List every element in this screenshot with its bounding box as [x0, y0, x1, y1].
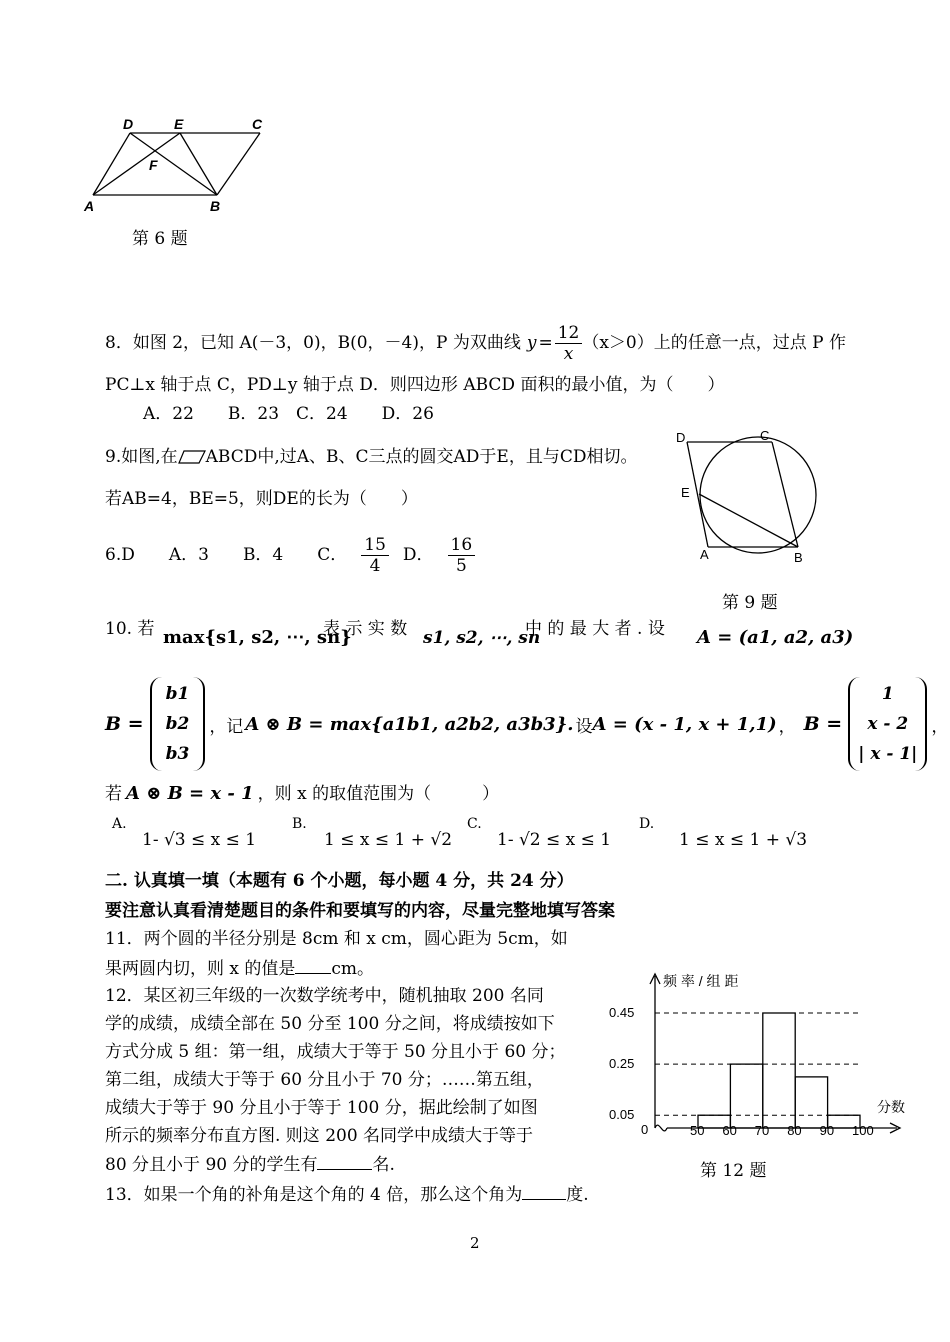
q12-line: 成绩大于等于 90 分且小于等于 100 分，据此绘制了如图 [105, 1098, 538, 1118]
q10-text-mid1: 表 示 实 数 [323, 619, 408, 639]
histogram-bar [795, 1077, 827, 1128]
fig6-label-b: B [210, 198, 221, 214]
q9-c-numerator: 15 [361, 535, 389, 556]
q8-text-b: （x＞0）上的任意一点，过点 P 作 [582, 333, 846, 353]
q10-B-entry: b1 [165, 684, 190, 704]
q10-cond-suffix: ，则 x 的取值范围为（ ） [257, 784, 500, 804]
q10-B-val-entry: x - 2 [867, 714, 909, 734]
q10-B-matrix [150, 677, 206, 771]
figure-6 [80, 112, 280, 216]
q11-text-a: 果两圆内切，则 x 的值是 [105, 959, 296, 979]
q13-text-b: 度. [566, 1185, 589, 1205]
fig9-label-c: C [760, 428, 770, 443]
fig6-caption: 第 6 题 [132, 229, 188, 249]
q12-text-a: 80 分且小于 90 分的学生有 [105, 1155, 318, 1175]
q10-option-c-label: C. [467, 816, 482, 832]
q8-line2: PC⊥x 轴于点 C，PD⊥y 轴于点 D．则四边形 ABCD 面积的最小值，为（ ） [105, 375, 725, 395]
q8-text-a: 8．如图 2，已知 A(－3，0)，B(0，－4)，P 为双曲线 [105, 333, 521, 353]
q8-y: y [526, 333, 537, 353]
q12-caption: 第 12 题 [700, 1161, 767, 1181]
histogram-x-label: 分数 [877, 1099, 905, 1115]
frequency-histogram [605, 968, 920, 1143]
q9-d-denominator: 5 [455, 555, 467, 576]
q12-line-last [105, 1153, 395, 1176]
q10-option-c-expr: 1- √2 ≤ x ≤ 1 [497, 830, 612, 850]
q12-line: 第二组，成绩大于等于 60 分且小于 70 分；……第五组， [105, 1070, 544, 1090]
q10-B-entry: b3 [165, 744, 190, 764]
q10-B-val-matrix [848, 677, 927, 771]
q10-max-expr: max{s1, s2, ⋯, sn} [163, 627, 352, 648]
histogram-x-tick-label: 80 [787, 1123, 802, 1138]
q10-A-val: A = (x - 1, x + 1,1) [592, 713, 777, 735]
q8-fraction [555, 323, 583, 364]
q10-cond-prefix: 若 [105, 784, 122, 804]
q10-option-b-label: B. [292, 816, 307, 832]
q9-text-a: 9.如图,在 [105, 447, 178, 467]
histogram-x-tick-label: 90 [819, 1123, 835, 1138]
q11-line1: 11．两个圆的半径分别是 8cm 和 x cm，圆心距为 5cm，如 [105, 929, 568, 949]
fig9-label-a: A [700, 547, 709, 562]
q10-option-a-expr: 1- √3 ≤ x ≤ 1 [142, 830, 257, 850]
figure-9 [670, 426, 830, 571]
q12-answer-blank[interactable] [317, 1153, 372, 1170]
q8-numerator: 12 [555, 323, 583, 344]
q9-option-d-fraction [448, 535, 476, 576]
q10-B-val-entry: 1 [881, 684, 894, 704]
q13-answer-blank[interactable] [522, 1183, 566, 1200]
histogram-y-tick-label: 0.45 [609, 1005, 635, 1020]
fig9-label-d: D [676, 430, 686, 445]
q10-option-b-expr: 1 ≤ x ≤ 1 + √2 [324, 830, 453, 850]
histogram-y-tick-label: 0.05 [609, 1107, 635, 1123]
q10-prefix: 10. 若 [105, 619, 155, 639]
histogram-x-tick-label: 60 [722, 1123, 737, 1138]
q10-option-a-label: A. [112, 816, 127, 832]
histogram-x-tick-label: 50 [690, 1123, 705, 1138]
q10-option-d-label: D. [639, 816, 655, 832]
histogram-bar [763, 1013, 795, 1128]
q9-line2: 若AB=4，BE=5，则DE的长为（ ） [105, 489, 418, 509]
q10-she: 设 [575, 716, 593, 737]
fig9-label-b: B [794, 550, 803, 565]
q9-options [105, 527, 475, 583]
q12-line: 所示的频率分布直方图. 则这 200 名同学中成绩大于等于 [105, 1126, 534, 1146]
q10-A-def: A = (a1, a2, a3) [697, 627, 854, 648]
q11-answer-blank[interactable] [295, 957, 331, 974]
q11-text-b: cm。 [331, 959, 375, 979]
q10-cond-expr: A ⊗ B = x - 1 [126, 783, 254, 804]
q12-line: 12．某区初三年级的一次数学统考中，随机抽取 200 名同 [105, 986, 544, 1006]
q10-seq: s1, s2, ⋯, sn [423, 628, 541, 648]
q10-line1 [105, 618, 854, 658]
histogram-x-tick-label: 70 [754, 1123, 770, 1138]
q11-line2 [105, 957, 374, 980]
q8-denominator: x [563, 343, 574, 364]
q10-options [112, 816, 832, 856]
q8-line1 [105, 318, 846, 368]
q8-options: A．22 B．23 C．24 D．26 [143, 404, 434, 424]
histogram-bar [730, 1064, 762, 1128]
q10-B-label: B = [105, 713, 144, 735]
fig9-caption: 第 9 题 [722, 593, 778, 613]
histogram-y-label: 频 率 / 组 距 [663, 973, 739, 989]
q10-op-def: A ⊗ B = max{a1b1, a2b2, a3b3}. [245, 713, 574, 735]
q10-B-val-entry: | x - 1| [858, 744, 918, 764]
histogram-y-tick-label: 0.25 [609, 1056, 635, 1072]
q10-B-entry: b2 [165, 714, 190, 734]
q9-option-prefix: 6.D A．3 B．4 C． [105, 545, 348, 565]
q9-c-denominator: 4 [369, 555, 381, 576]
q12-line: 方式分成 5 组：第一组，成绩大于等于 50 分且小于 60 分； [105, 1042, 566, 1062]
q10-B-val-label: B = [803, 713, 843, 735]
fig6-label-e: E [174, 116, 184, 132]
q10-text-mid2: 中 的 最 大 者 . 设 [525, 619, 665, 639]
section2-title: 二. 认真填一填（本题有 6 个小题，每小题 4 分，共 24 分） [105, 871, 574, 891]
q13-line [105, 1183, 589, 1206]
q9-line1 [105, 446, 637, 468]
parallelogram-icon [178, 450, 206, 464]
fig6-label-a: A [84, 198, 95, 214]
page-number: 2 [470, 1234, 480, 1252]
q12-line: 学的成绩，成绩全部在 50 分至 100 分之间，将成绩按如下 [105, 1014, 555, 1034]
q10-line3 [105, 783, 499, 805]
histogram-x-tick-label: 100 [852, 1123, 874, 1138]
q9-text-b: ABCD中,过A、B、C三点的圆交AD于E，且与CD相切。 [205, 447, 638, 467]
q10-option-d-expr: 1 ≤ x ≤ 1 + √3 [679, 830, 808, 850]
histogram-origin-label: 0 [641, 1122, 649, 1137]
q9-d-numerator: 16 [448, 535, 476, 556]
q8-eq: = [538, 333, 553, 353]
q12-text-b: 名. [372, 1155, 395, 1175]
section2-note: 要注意认真看清楚题目的条件和要填写的内容，尽量完整地填写答案 [105, 901, 615, 921]
fig6-label-c: C [252, 116, 263, 132]
q10-ji: ，记 [209, 716, 244, 737]
fig6-label-f: F [149, 157, 158, 173]
fig6-label-d: D [123, 116, 134, 132]
q13-text-a: 13．如果一个角的补角是这个角的 4 倍，那么这个角为 [105, 1185, 523, 1205]
q10-line2: B = b1 b2 b3 ，记 A ⊗ B = max{a1b1, a2b2, a3b3}. 设 A = (x - 1, x + 1,1) ， B = 1 x - 2 | x - 1| ， [105, 674, 845, 774]
fig9-label-e: E [681, 485, 690, 500]
q9-option-c-fraction [361, 535, 389, 576]
q9-option-d-label: D． [402, 545, 434, 565]
